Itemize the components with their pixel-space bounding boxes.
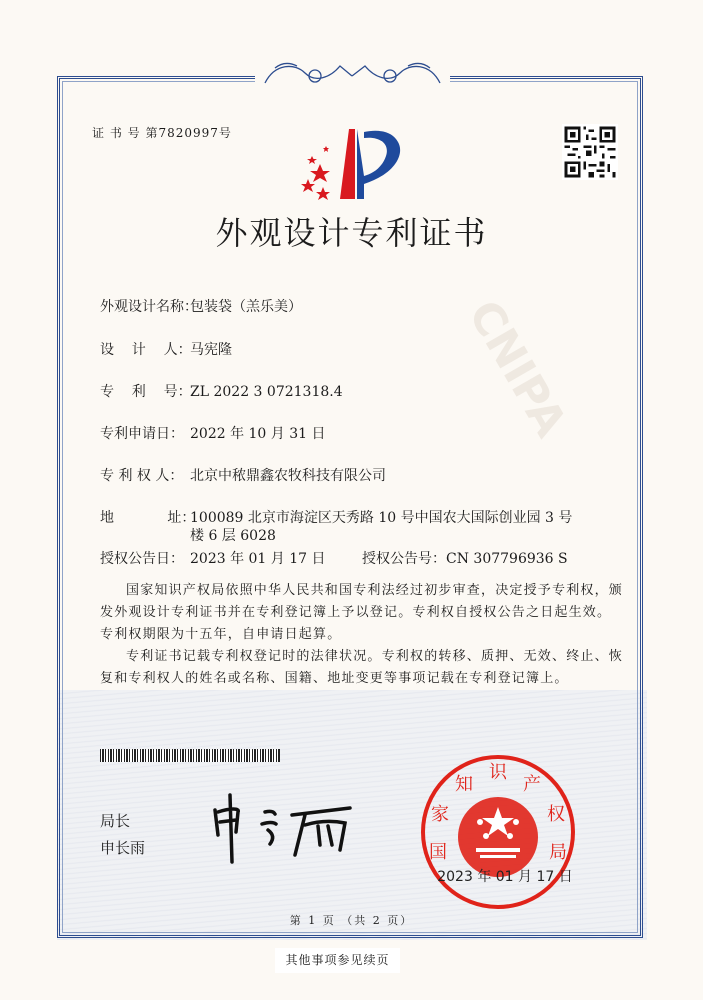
field-label: 授权公告号： [362, 551, 446, 567]
dragon-ornament-icon [255, 58, 450, 88]
field-value: 马宪隆 [190, 342, 232, 358]
certificate-number: 证 书 号 第7820997号 [92, 126, 232, 140]
watermark-text: CNIPA [458, 292, 577, 446]
field-patentee [100, 467, 386, 485]
field-address-line2 [190, 527, 276, 545]
director-name: 申长雨 [100, 839, 146, 857]
seal-date: 2023 年 01 月 17 日 [437, 869, 573, 885]
svg-text:局: 局 [549, 842, 567, 863]
field-value: CN 307796936 S [446, 551, 568, 567]
field-label: 专 利 权 人： [100, 468, 184, 484]
field-value: ZL 2022 3 0721318.4 [190, 384, 343, 400]
legal-text [100, 580, 625, 690]
official-seal [418, 752, 578, 912]
continuation-note: 其他事项参见续页 [275, 948, 400, 973]
page-indicator: 第 1 页 （共 2 页） [289, 914, 414, 927]
legal-paragraph: 专利证书记载专利权登记时的法律状况。专利权的转移、质押、无效、终止、恢复和专利权人的姓名或名称、国籍、地址变更等事项记载在专利登记簿上。 [100, 649, 624, 686]
svg-text:识: 识 [489, 762, 507, 783]
svg-text:权: 权 [547, 804, 565, 825]
field-value: 100089 北京市海淀区天秀路 10 号中国农大国际创业园 3 号 [190, 510, 573, 526]
field-designer [100, 341, 232, 359]
field-patent-number [100, 383, 343, 401]
field-design-name [100, 298, 302, 316]
director-title: 局长 [100, 812, 131, 830]
field-label: 专利申请日： [100, 426, 184, 442]
field-value: 2023 年 01 月 17 日 [190, 551, 326, 567]
field-application-date [100, 425, 326, 443]
cnipa-logo-icon [300, 124, 410, 204]
field-label: 外观设计名称： [100, 299, 198, 315]
field-value: 2022 年 10 月 31 日 [190, 426, 326, 442]
field-grant-date [100, 550, 568, 568]
field-address [100, 509, 572, 527]
field-value: 包装袋（羔乐美） [190, 299, 302, 315]
certificate-title: 外观设计专利证书 [215, 214, 488, 252]
field-value: 北京中秾鼎鑫农牧科技有限公司 [190, 468, 386, 484]
svg-text:国: 国 [429, 842, 447, 863]
field-label: 地 址： [100, 510, 196, 526]
svg-text:知: 知 [455, 774, 473, 795]
handwritten-signature [210, 790, 370, 870]
field-label: 设 计 人： [100, 342, 192, 358]
field-label: 专 利 号： [100, 384, 192, 400]
svg-text:家: 家 [431, 804, 449, 825]
barcode [100, 749, 280, 762]
svg-text:产: 产 [523, 774, 541, 795]
field-value: 楼 6 层 6028 [190, 528, 276, 544]
legal-paragraph: 国家知识产权局依照中华人民共和国专利法经过初步审查，决定授予专利权，颁发外观设计专利证书并在专利登记簿上予以登记。专利权自授权公告之日起生效。专利权期限为十五年，自申请日起算。 [100, 583, 624, 642]
qr-code[interactable] [562, 124, 618, 180]
field-label: 授权公告日： [100, 551, 184, 567]
